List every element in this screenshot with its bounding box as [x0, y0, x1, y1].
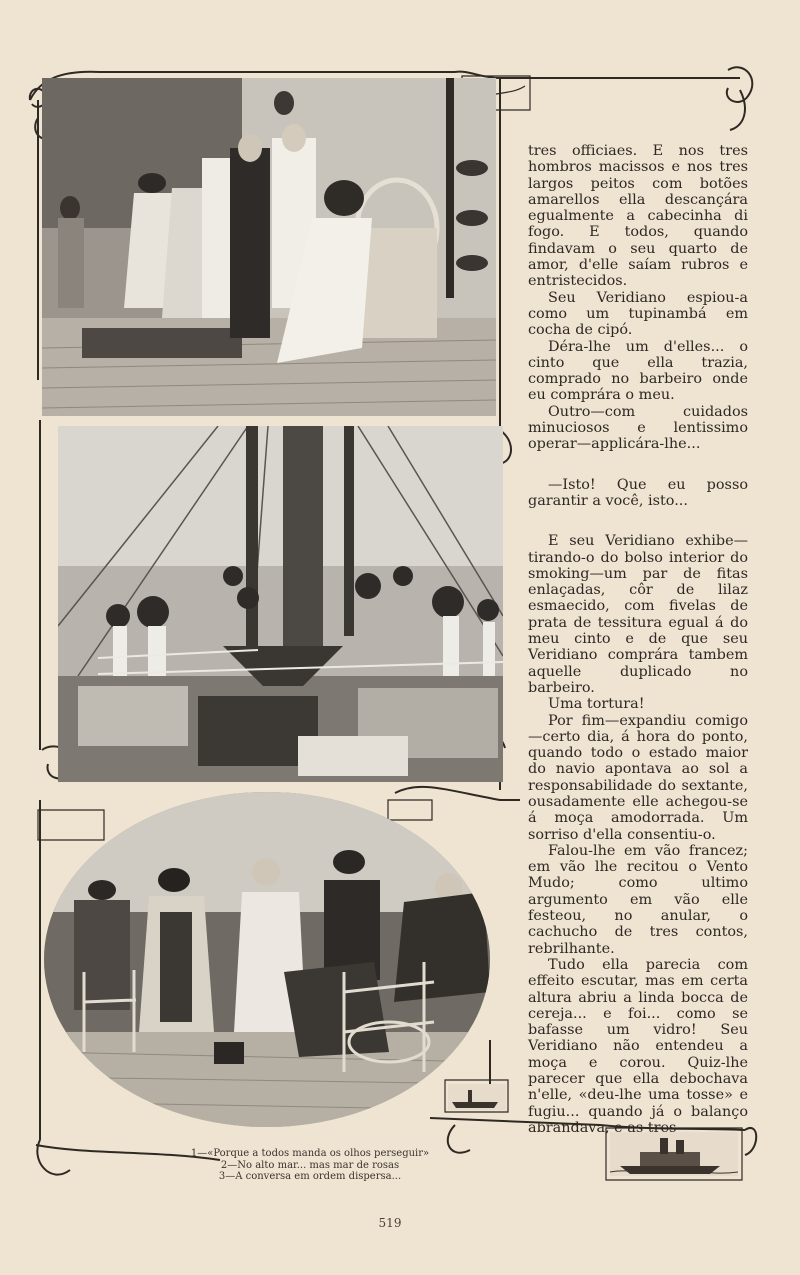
photo-deck-party — [42, 78, 496, 416]
article-text-column — [528, 143, 748, 1136]
caption-line: 1—«Porque a todos manda os olhos perseguir» — [190, 1148, 430, 1159]
article-paragraph: —Isto! Que eu posso garantir a você, isto... — [528, 476, 748, 509]
article-paragraph: Tudo ella parecia com effeito escutar, mas em certa altura abriu a linda bocca de cereja... e foi... como se bafasse um vidro! Seu Veridiano não entendeu a moça e corou. Quiz-lhe parecer que ella debochava n'elle, «deu-lhe uma tosse» e fugiu... quando já o balanço abrandava, e as tres — [528, 956, 748, 1136]
article-paragraph: Por fim—expandiu comigo—certo dia, á hora do ponto, quando todo o estado maior do navio apontava ao sol a responsabilidade do sextante, ousadamente elle achegou-se á moça amodorrada. Um sorriso d'ella consentiu-o. — [528, 712, 748, 843]
article-paragraph: E seu Veridiano exhibe—tirando-o do bolso interior do smoking—um par de fitas enlaçadas, côr de lilaz esmaecido, com fivelas de prata de tessitura egual á do meu cinto e de que seu Veridiano comprára tambem aquelle duplicado no barbeiro. — [528, 533, 748, 696]
article-paragraph: Outro—com cuidados minuciosos e lentissimo operar—applicára-lhe... — [528, 403, 748, 453]
article-paragraph: Déra-lhe um d'elles... o cinto que ella trazia, comprado no barbeiro onde eu comprára o meu. — [528, 338, 748, 404]
article-paragraph: tres officiaes. E nos tres hombros macissos e nos tres largos peitos com botões amarellos ella descançára egualmente a cabecinha di fogo. E todos, quando findavam o seu quarto de amor, d'elle saíam rubros e entristecidos. — [528, 143, 748, 290]
ship-vignette-small — [448, 1084, 506, 1110]
caption-line: 3—A conversa em ordem dispersa... — [218, 1171, 402, 1182]
article-paragraph: Seu Veridiano espiou-a como um tupinambá em cocha de cipó. — [528, 289, 748, 339]
article-paragraph: Uma tortura! — [548, 696, 645, 713]
ship-vignette-illustration — [610, 1132, 738, 1176]
photo-conversation-oval — [44, 792, 490, 1127]
page-number: 519 — [378, 1216, 402, 1230]
photo-captions — [180, 1148, 440, 1183]
photo-ship-deck-at-sea — [58, 426, 503, 782]
article-paragraph: Falou-lhe em vão francez; em vão lhe recitou o Vento Mudo; como ultimo argumento em vão elle festeou, no anular, o cachucho de tres contos, rebrilhante. — [528, 842, 748, 957]
caption-line: 2—No alto mar... mas mar de rosas — [220, 1159, 400, 1171]
